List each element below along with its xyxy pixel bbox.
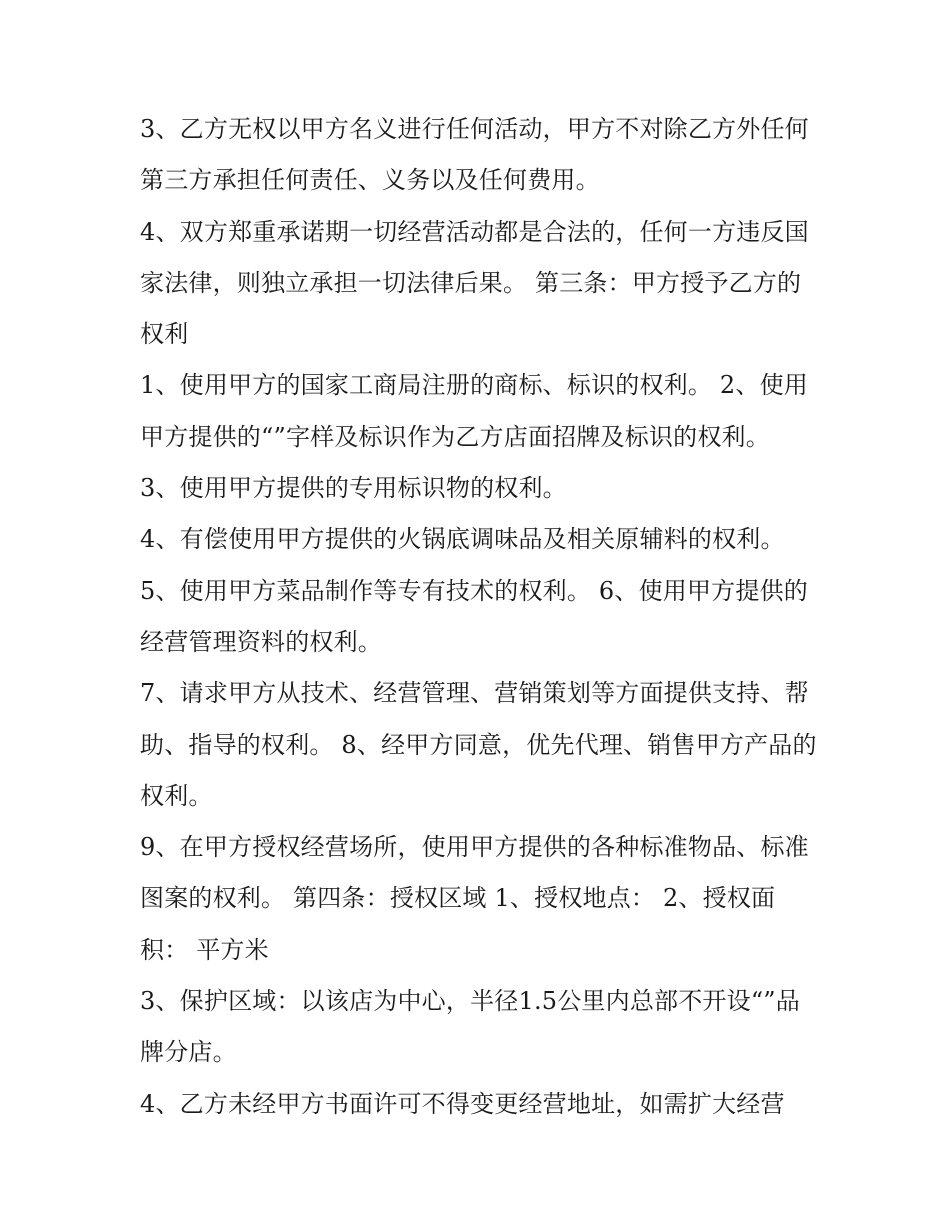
paragraph-3: 1、使用甲方的国家工商局注册的商标、标识的权利。 2、使用甲方提供的“”字样及标识作为乙方店面招牌及标识的权利。 bbox=[140, 371, 808, 451]
paragraph-6: 5、使用甲方菜品制作等专有技术的权利。 6、使用甲方提供的经营管理资料的权利。 bbox=[140, 576, 808, 656]
paragraph-1: 3、乙方无权以甲方名义进行任何活动，甲方不对除乙方外任何第三方承担任何责任、义务以及任何费用。 bbox=[140, 115, 809, 195]
paragraph-8: 9、在甲方授权经营场所，使用甲方提供的各种标准物品、标准图案的权利。 第四条：授权区域 1、授权地点： 2、授权面积： 平方米 bbox=[140, 833, 809, 964]
paragraph-2: 4、双方郑重承诺期一切经营活动都是合法的，任何一方违反国家法律，则独立承担一切法律后果。 第三条：甲方授予乙方的权利 bbox=[140, 217, 809, 349]
paragraph-7: 7、请求甲方从技术、经营管理、营销策划等方面提供支持、帮助、指导的权利。 8、经甲方同意，优先代理、销售甲方产品的权利。 bbox=[140, 679, 817, 810]
paragraph-5: 4、有偿使用甲方提供的火锅底调味品及相关原辅料的权利。 bbox=[140, 525, 785, 554]
paragraph-4: 3、使用甲方提供的专用标识物的权利。 bbox=[140, 474, 567, 503]
paragraph-10: 4、乙方未经甲方书面许可不得变更经营地址，如需扩大经营 bbox=[140, 1089, 785, 1118]
document-body bbox=[140, 104, 820, 1130]
paragraph-9: 3、保护区域：以该店为中心，半径1.5公里内总部不开设“”品牌分店。 bbox=[140, 987, 800, 1067]
